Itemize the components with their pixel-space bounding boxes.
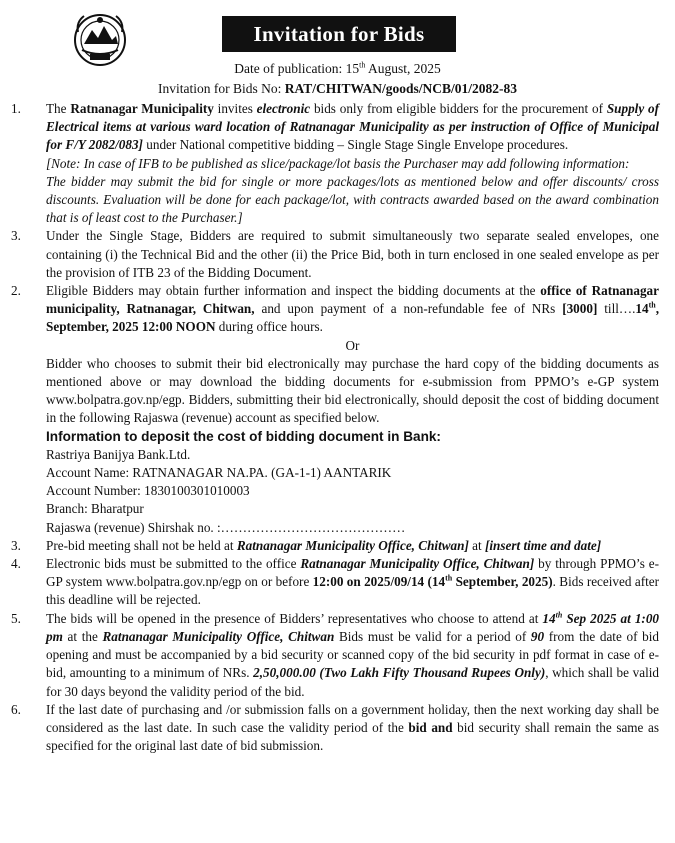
revenue-shirshak: Rajaswa (revenue) Shirshak no. :…………………………………… [46, 519, 406, 535]
account-number: Account Number: 1830100301010003 [46, 483, 250, 499]
clause-2: 2. Eligible Bidders may obtain further information and inspect the bidding documents at the office of Ratnanagar municipality, Ratnanagar, Chitwan, and upon payment of a non-refundable fee of NRs [3000] till….14th, September, 2025 12:00 NOON during office hours. [11, 283, 659, 335]
electronic-bidder-paragraph: Bidder who chooses to submit their bid electronically may purchase the hard copy of the bidding documents as mentioned above or may download the bidding documents for e-submission from PPMO’s e-GP system www.bolpatra.gov.np/egp. Bidders, submitting their bid electronically, should deposit the cost of bidding document in the following Rajaswa (revenue) account as specified below. [46, 355, 659, 426]
or-separator: Or [345, 337, 360, 353]
account-name: Account Name: RATNANAGAR NA.PA. (GA-1-1) AANTARIK [46, 465, 392, 481]
note-packages: The bidder may submit the bid for single or more packages/lots as mentioned below and offer discounts/ cross discounts. Evaluation will be done for each package/lot, with contracts awarded based on the award combination that is of least cost to the Purchaser.] [46, 173, 659, 226]
note-text: [Note: In case of IFB to be published as slice/package/lot basis the Purchaser may add following information: [46, 155, 630, 171]
page-title: Invitation for Bids [222, 16, 456, 52]
branch: Branch: Bharatpur [46, 501, 144, 517]
clause-pre-bid: 3. Pre-bid meeting shall not be held at Ratnanagar Municipality Office, Chitwan] at [insert time and date] [11, 537, 602, 553]
notice-body [11, 100, 659, 755]
clause-6: 6. If the last date of purchasing and /or submission falls on a government holiday, then the next working day shall be considered as the last date. In such case the validity period of the bid and bid security shall remain the same as specified for the original last date of bid submission. [11, 701, 659, 754]
publication-date: Date of publication: 15th August, 2025 [234, 60, 441, 76]
clause-1: 1. The Ratnanagar Municipality invites electronic bids only from eligible bidders for the procurement of Supply of Electrical items at various ward location of Ratnanagar Municipality as per instruction of Office of Municipal for F/Y 2082/083] under National competitive bidding – Single Stage Single Envelope procedures. [11, 101, 659, 153]
bank-info-heading: Information to deposit the cost of bidding document in Bank: [46, 428, 441, 444]
clause-4: 4. Electronic bids must be submitted to the office Ratnanagar Municipality Office, Chitwan] by through PPMO’s e-GP system www.bolpatra.gov.np/egp on or before 12:00 on 2025/09/14 (14th September, 2025). Bids received after this deadline will be rejected. [11, 556, 659, 608]
bank-name: Rastriya Banijya Bank.Ltd. [46, 446, 191, 462]
clause-single-stage: 3. Under the Single Stage, Bidders are required to submit simultaneously two separate sealed envelopes, one containing (i) the Technical Bid and the other (ii) the Price Bid, both in turn enclosed in one sealed envelope as per the provision of ITB 23 of the Bidding Document. [11, 228, 659, 280]
bid-number: Invitation for Bids No: RAT/CHITWAN/goods/NCB/01/2082-83 [157, 81, 518, 96]
clause-5: 5. The bids will be opened in the presence of Bidders’ representatives who choose to attend at 14th Sep 2025 at 1:00 pm at the Ratnanagar Municipality Office, Chitwan Bids must be valid for a period of 90 from the date of bid opening and must be accompanied by a bid security or scanned copy of the bid security in pdf format in case of e-bid, amounting to a minimum of NRs. 2,50,000.00 (Two Lakh Fifty Thousand Rupees Only), which shall be valid for 30 days beyond the validity period of the bid. [11, 610, 660, 699]
